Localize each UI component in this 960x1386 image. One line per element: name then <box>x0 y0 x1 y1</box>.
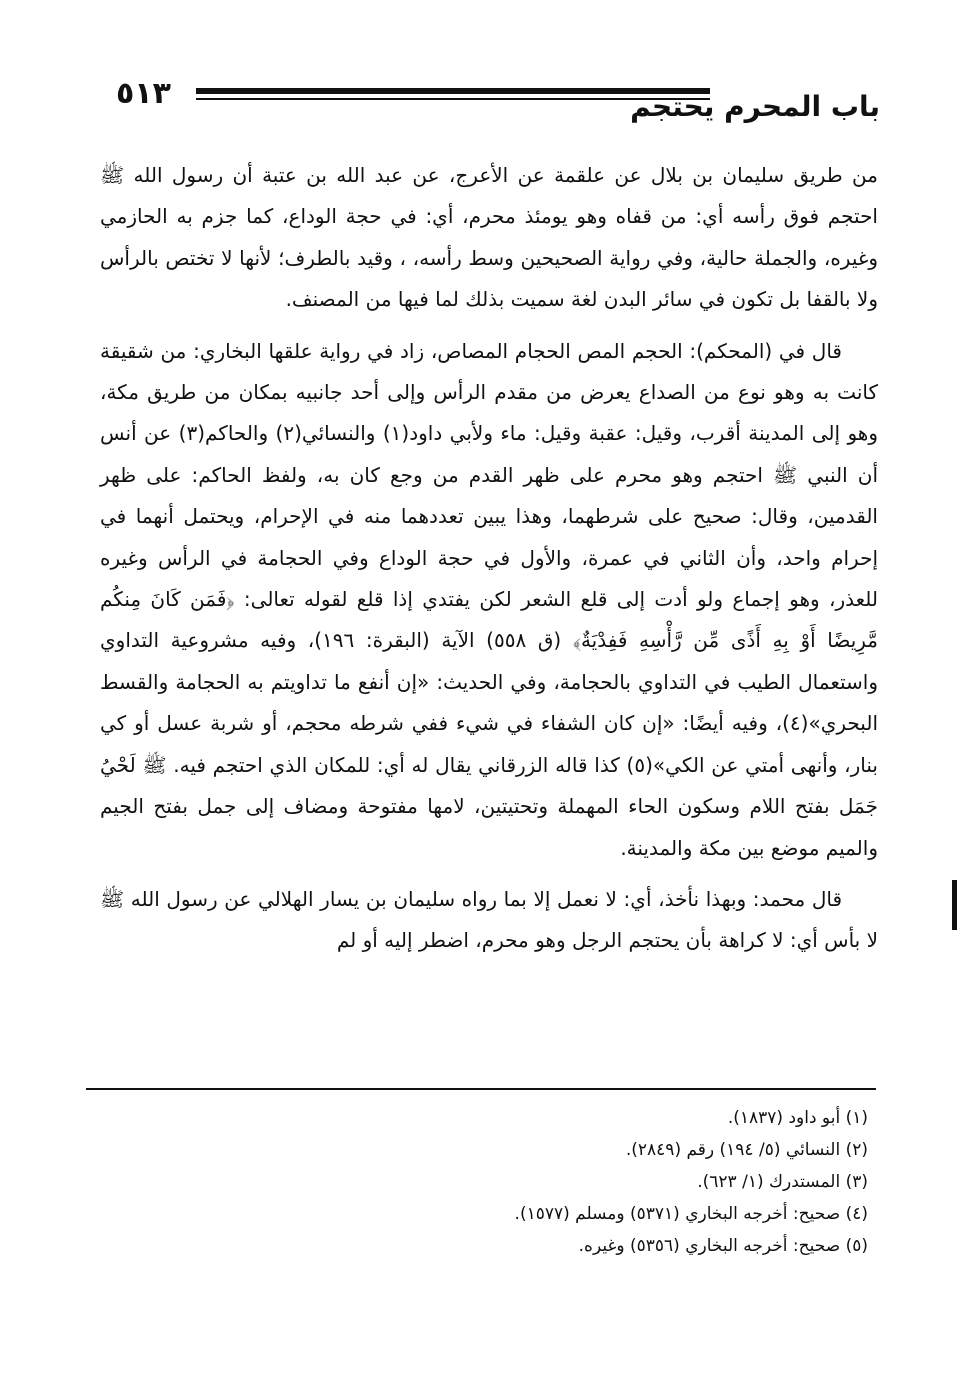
footnote-3: (٣) المستدرك (١/ ٦٢٣). <box>697 1172 868 1192</box>
footnotes <box>88 1102 868 1262</box>
paragraph-3: قال محمد: وبهذا نأخذ، أي: لا نعمل إلا بما رواه سليمان بن يسار الهلالي عن رسول الله ﷺ لا بأس أي: لا كراهة بأن يحتجم الرجل وهو محرم، اضطر إليه أو لم <box>100 886 878 953</box>
footnote-4: (٤) صحيح: أخرجه البخاري (٥٣٧١) ومسلم (١٥٧٧). <box>514 1204 868 1224</box>
paragraph-2: قال في (المحكم): الحجم المص الحجام المصاص، زاد في رواية علقها البخاري: من شقيقة كانت به وهو نوع من الصداع يعرض من مقدم الرأس وإلى أحد جانبيه بمكان من طريق مكة، وهو إلى المدينة أقرب، وقيل: عقبة وقيل: ماء ولأبي داود(١) والنسائي(٢) والحاكم(٣) عن أنس أن النبي ﷺ احتجم وهو محرم على ظهر القدم من وجع كان به، ولفظ الحاكم: على ظهر القدمين، وقال: صحيح على شرطهما، وهذا يبين تعددهما منه في الإحرام، ويحتمل أنهما في إحرام واحد، وأن الثاني في عمرة، والأول في حجة الوداع وفي الحجامة في الرأس وغيره للعذر، وهو إجماع ولو أدت إلى قلع الشعر لكن يفتدي إذا قلع لقوله تعالى: ﴿فَمَن كَانَ مِنكُم مَّرِيضًا أَوْ بِهِ أَذًى مِّن رَّأْسِهِ فَفِدْيَةٌ﴾ (ق ٥٥٨) الآية (البقرة: ١٩٦)، وفيه مشروعية التداوي واستعمال الطيب في التداوي بالحجامة، وفي الحديث: «إن أنفع ما تداويتم به الحجامة والقسط البحري»(٤)، وفيه أيضًا: «إن كان الشفاء في شيء ففي شرطه محجم، أو شربة عسل أو كي بنار، وأنهى أمتي عن الكي»(٥) كذا قاله الزرقاني يقال له أي: للمكان الذي احتجم فيه. ﷺ لَحْيُ جَمَل بفتح اللام وسكون الحاء المهملة وتحتيتين، لامها مفتوحة ومضاف إلى جمل بفتح الجيم والميم موضع بين مكة والمدينة. <box>100 338 879 860</box>
chapter-title: باب المحرم يحتجم <box>630 90 880 123</box>
page-number: ٥١٣ <box>116 76 171 111</box>
footnote-divider <box>86 1088 876 1090</box>
footnote-5: (٥) صحيح: أخرجه البخاري (٥٣٥٦) وغيره. <box>578 1236 868 1256</box>
footnote-2: (٢) النسائي (٥/ ١٩٤) رقم (٢٨٤٩). <box>625 1140 868 1160</box>
page-header <box>100 74 880 124</box>
margin-mark <box>952 880 957 930</box>
footnote-1: (١) أبو داود (١٨٣٧). <box>727 1108 868 1128</box>
main-text <box>100 155 878 972</box>
paragraph-1: من طريق سليمان بن بلال عن علقمة عن الأعرج، عن عبد الله بن عتبة أن رسول الله ﷺ احتجم فوق رأسه أي: من قفاه وهو يومئذ محرم، أي: في حجة الوداع، كما جزم به الحازمي وغيره، والجملة حالية، وفي رواية الصحيحين وسط رأسه، ، وقيد بالطرف؛ لأنها لا تختص بالرأس ولا بالقفا بل تكون في سائر البدن لغة سميت بذلك لما فيها من المصنف. <box>100 163 878 312</box>
